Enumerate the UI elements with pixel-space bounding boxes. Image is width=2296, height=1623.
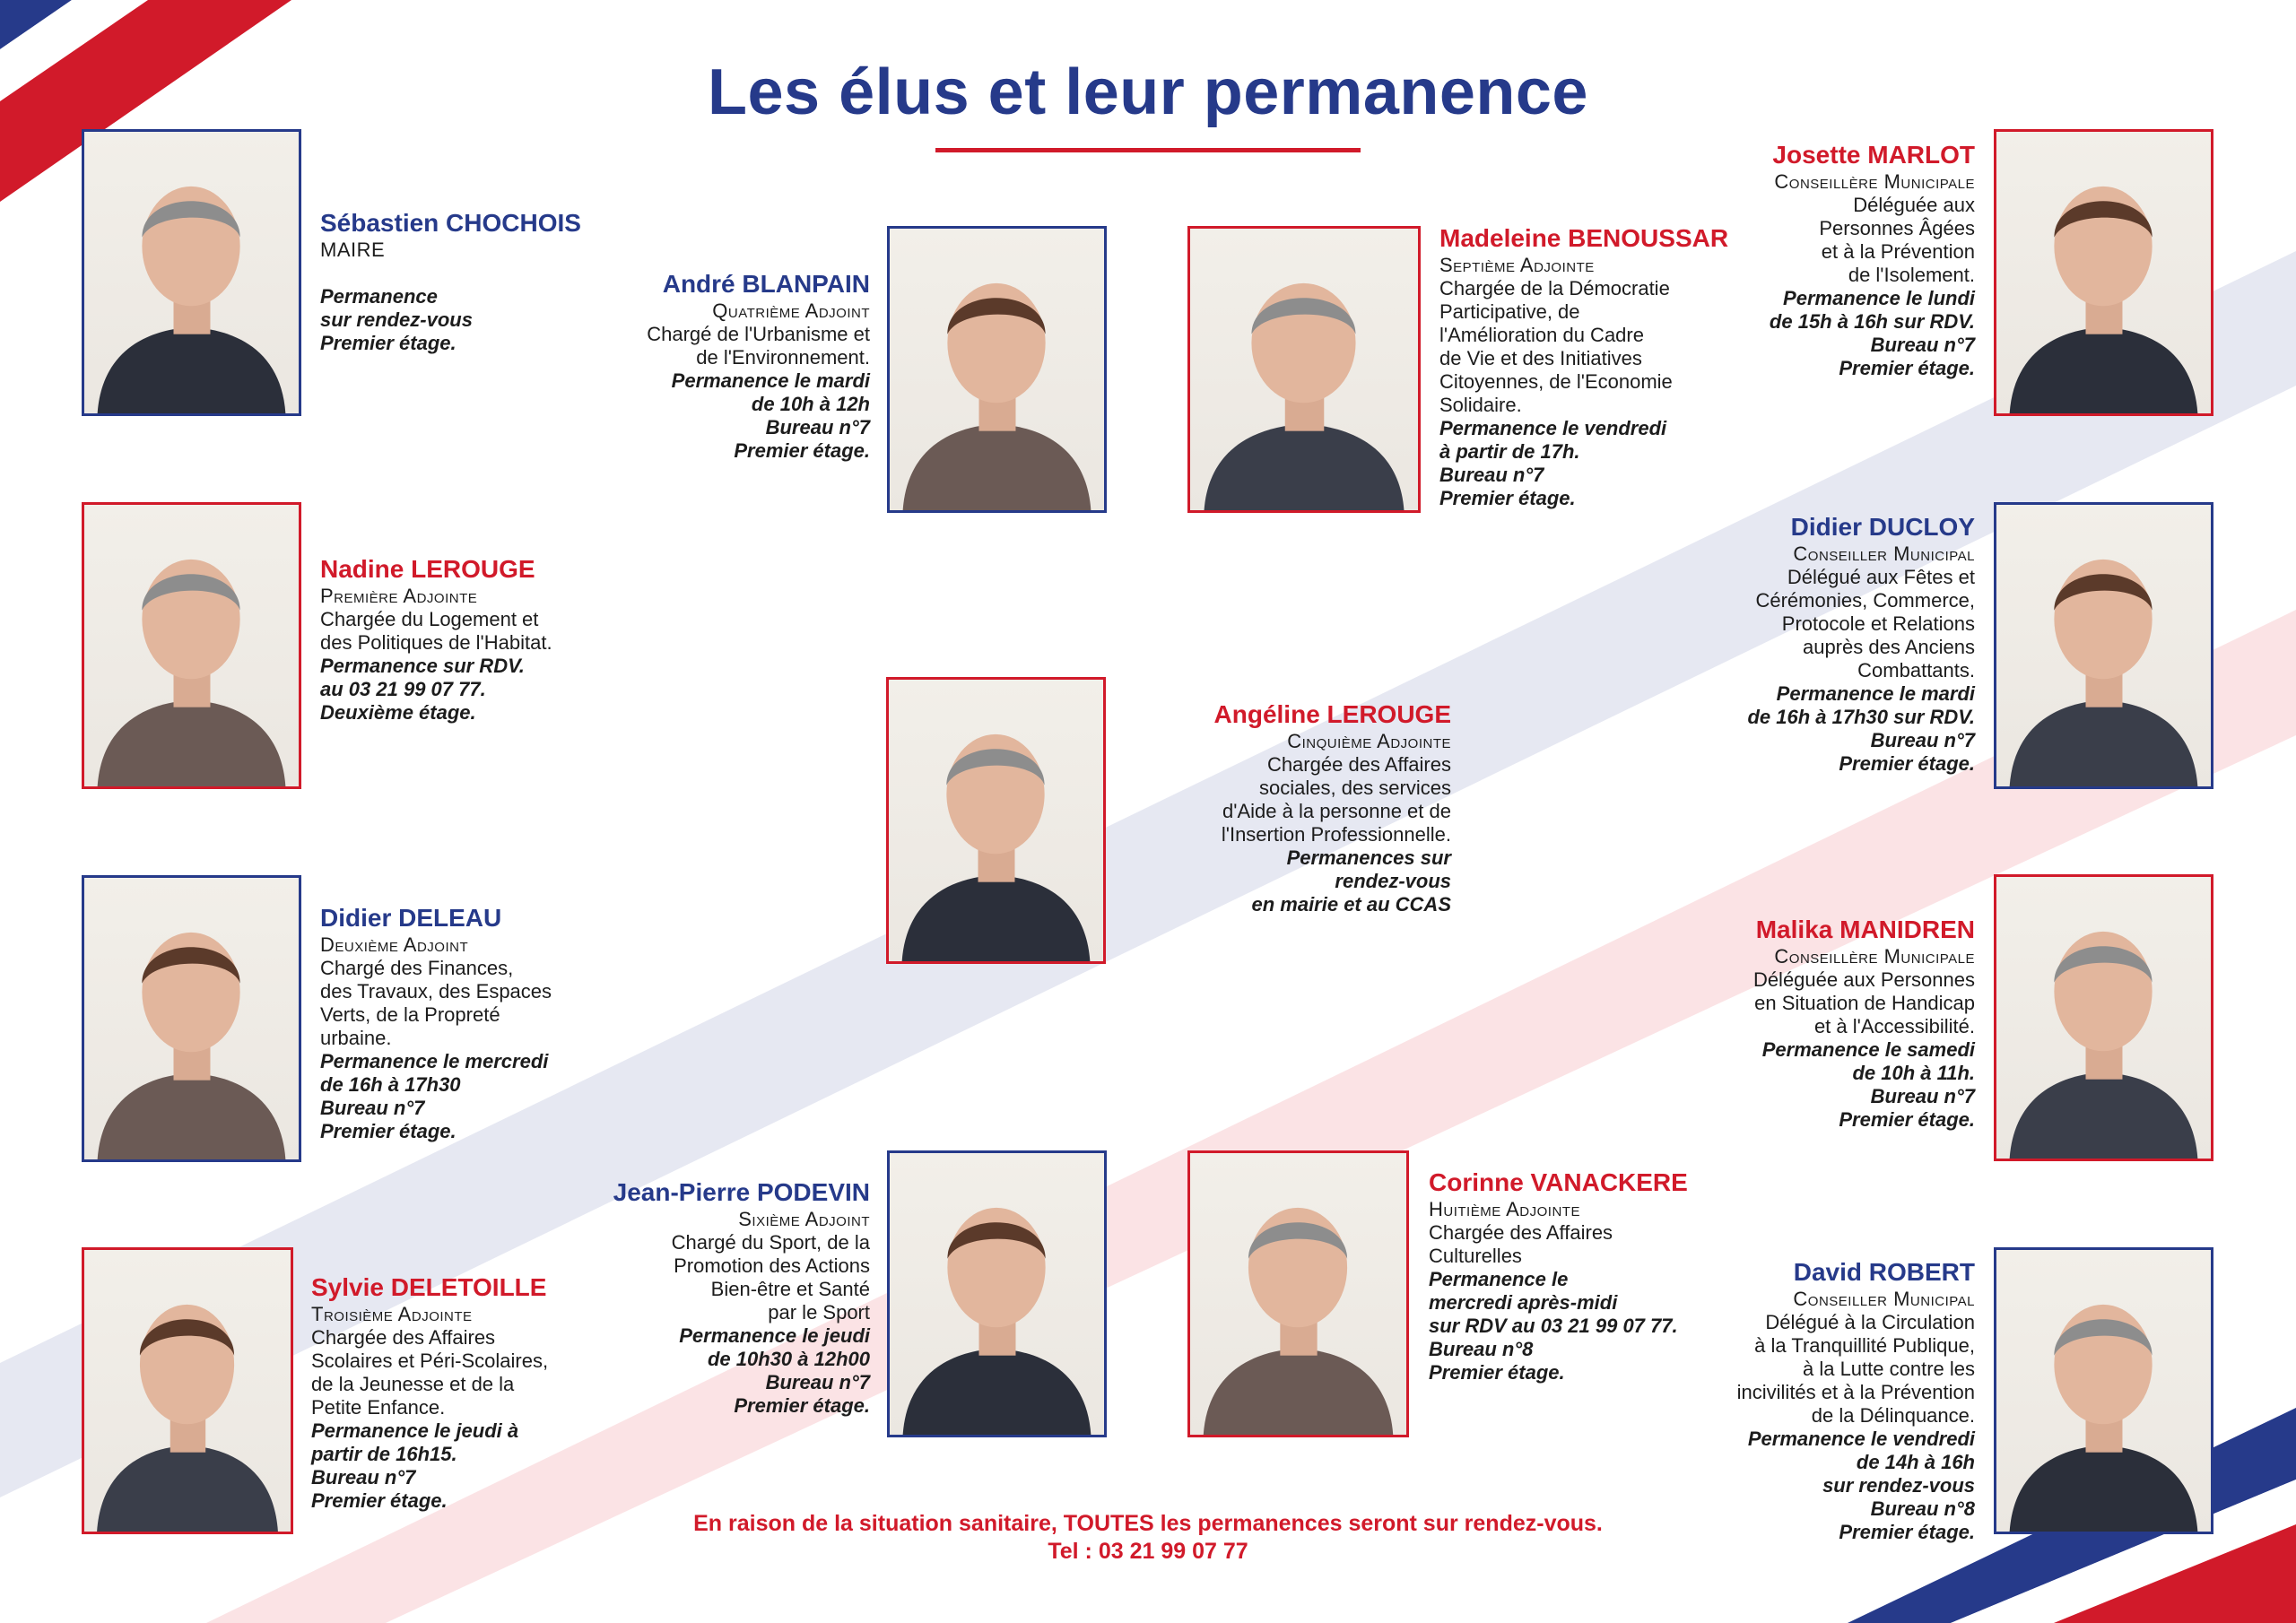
elu-role: MAIRE xyxy=(320,239,386,261)
portrait-photo xyxy=(1994,129,2213,416)
elu-permanence: Permanences sur rendez-vous en mairie et au CCAS xyxy=(1251,846,1451,916)
elu-permanence: Permanence le mardi de 10h à 12h Bureau n°7 Premier étage. xyxy=(671,369,870,462)
portrait-photo xyxy=(887,226,1107,513)
elu-name: Corinne VANACKERE xyxy=(1429,1168,1688,1196)
elu-permanence: Permanence le mercredi de 16h à 17h30 Bureau n°7 Premier étage. xyxy=(320,1050,549,1142)
elu-card xyxy=(320,903,607,1143)
page-title: Les élus et leur permanence xyxy=(708,56,1588,128)
portrait-photo xyxy=(82,502,301,789)
elu-description: Déléguée aux Personnes Âgées et à la Prévention de l'Isolement. xyxy=(1819,194,1975,286)
elu-card xyxy=(1668,915,1975,1132)
elu-name: Jean-Pierre PODEVIN xyxy=(613,1178,870,1206)
elu-description: Chargée des Affaires sociales, des services d'Aide à la personne et de l'Insertion Professionnelle. xyxy=(1221,753,1451,846)
elu-description: Chargée de la Démocratie Participative, de l'Amélioration du Cadre de Vie et des Initiatives Citoyennes, de l'Economie Solidaire. xyxy=(1439,277,1673,416)
elu-card xyxy=(311,1272,607,1513)
elu-name: Sylvie DELETOILLE xyxy=(311,1273,547,1301)
elu-name: Malika MANIDREN xyxy=(1755,916,1975,943)
elu-card xyxy=(320,554,607,725)
person-silhouette-icon xyxy=(84,878,299,1159)
footer-phone: Tel : 03 21 99 07 77 xyxy=(1048,1539,1248,1564)
portrait-photo xyxy=(82,1247,293,1534)
elu-description: Chargée des Affaires Culturelles xyxy=(1429,1221,1613,1267)
elu-description: Déléguée aux Personnes en Situation de Handicap et à l'Accessibilité. xyxy=(1752,968,1975,1037)
elu-name: André BLANPAIN xyxy=(662,270,870,298)
footer-sanitary-notice: En raison de la situation sanitaire, TOUTES les permanences seront sur rendez-vous. xyxy=(693,1511,1603,1536)
person-silhouette-icon xyxy=(84,505,299,786)
elu-name: Didier DUCLOY xyxy=(1790,513,1975,541)
elu-description: Chargé de l'Urbanisme et de l'Environnement. xyxy=(647,323,870,369)
elu-name: Nadine LEROUGE xyxy=(320,555,535,583)
elu-permanence: Permanence sur rendez-vous Premier étage. xyxy=(320,285,473,354)
person-silhouette-icon xyxy=(84,132,299,413)
elu-card xyxy=(1668,512,1975,776)
elu-role: Conseiller Municipal xyxy=(1793,542,1975,565)
elu-name: David ROBERT xyxy=(1793,1258,1975,1286)
person-silhouette-icon xyxy=(1190,229,1418,510)
elu-card xyxy=(1668,1257,1975,1544)
elu-permanence: Permanence le vendredi de 14h à 16h sur rendez-vous Bureau n°8 Premier étage. xyxy=(1747,1428,1975,1543)
elu-role: Sixième Adjoint xyxy=(738,1208,870,1230)
elu-role: Deuxième Adjoint xyxy=(320,933,469,956)
elu-description: Chargé des Finances, des Travaux, des Espaces Verts, de la Propreté urbaine. xyxy=(320,957,552,1049)
elu-card xyxy=(320,208,589,355)
elu-permanence: Permanence le samedi de 10h à 11h. Bureau n°7 Premier étage. xyxy=(1761,1038,1975,1131)
elu-permanence: Permanence le mardi de 16h à 17h30 sur RDV. Bureau n°7 Premier étage. xyxy=(1747,682,1975,775)
person-silhouette-icon xyxy=(890,1153,1104,1435)
portrait-photo xyxy=(887,1150,1107,1437)
person-silhouette-icon xyxy=(1996,877,2211,1159)
portrait-photo xyxy=(82,875,301,1162)
person-silhouette-icon xyxy=(1190,1153,1406,1435)
person-silhouette-icon xyxy=(1996,505,2211,786)
portrait-photo xyxy=(1994,502,2213,789)
elu-permanence: Permanence le jeudi à partir de 16h15. Bureau n°7 Premier étage. xyxy=(311,1419,519,1512)
person-silhouette-icon xyxy=(889,680,1103,961)
elu-card xyxy=(1668,140,1975,380)
person-silhouette-icon xyxy=(1996,1250,2211,1532)
elu-card xyxy=(1166,699,1451,916)
elu-name: Josette MARLOT xyxy=(1772,141,1975,169)
elu-name: Madeleine BENOUSSAR xyxy=(1439,224,1729,252)
elu-description: Chargé du Sport, de la Promotion des Actions Bien-être et Santé par le Sport xyxy=(671,1231,870,1324)
elu-role: Quatrième Adjoint xyxy=(712,299,870,322)
elu-role: Conseiller Municipal xyxy=(1793,1288,1975,1310)
elu-role: Cinquième Adjointe xyxy=(1287,730,1451,752)
elu-role: Conseillère Municipale xyxy=(1774,945,1975,968)
elu-permanence: Permanence le jeudi de 10h30 à 12h00 Bureau n°7 Premier étage. xyxy=(679,1324,870,1417)
portrait-photo xyxy=(1994,1247,2213,1534)
elu-name: Didier DELEAU xyxy=(320,904,502,932)
elu-role: Troisième Adjointe xyxy=(311,1303,473,1325)
elu-permanence: Permanence sur RDV. au 03 21 99 07 77. Deuxième étage. xyxy=(320,655,525,724)
person-silhouette-icon xyxy=(1996,132,2211,413)
elu-role: Septième Adjointe xyxy=(1439,254,1595,276)
elu-permanence: Permanence le lundi de 15h à 16h sur RDV. Bureau n°7 Premier étage. xyxy=(1769,287,1975,379)
footer-notice xyxy=(0,1510,2296,1566)
person-silhouette-icon xyxy=(84,1250,291,1532)
elu-name: Sébastien CHOCHOIS xyxy=(320,209,581,237)
portrait-photo xyxy=(82,129,301,416)
portrait-photo xyxy=(1187,226,1421,513)
elu-description: Délégué à la Circulation à la Tranquillité Publique, à la Lutte contre les incivilités et à la Prévention de la Délinquance. xyxy=(1736,1311,1975,1427)
portrait-photo xyxy=(886,677,1106,964)
elu-role: Huitième Adjointe xyxy=(1429,1198,1580,1220)
elu-card xyxy=(556,269,870,463)
title-underline xyxy=(935,148,1361,152)
person-silhouette-icon xyxy=(890,229,1104,510)
elu-description: Délégué aux Fêtes et Cérémonies, Commerce, Protocole et Relations auprès des Anciens Combattants. xyxy=(1755,566,1975,681)
portrait-photo xyxy=(1187,1150,1409,1437)
elu-description: Chargée des Affaires Scolaires et Péri-Scolaires, de la Jeunesse et de la Petite Enfance. xyxy=(311,1326,549,1419)
elu-description: Chargée du Logement et des Politiques de l'Habitat. xyxy=(320,608,552,654)
elu-role: Première Adjointe xyxy=(320,585,478,607)
elu-permanence: Permanence le vendredi à partir de 17h. Bureau n°7 Premier étage. xyxy=(1439,417,1667,509)
elu-name: Angéline LEROUGE xyxy=(1213,700,1451,728)
elu-role: Conseillère Municipale xyxy=(1774,170,1975,193)
portrait-photo xyxy=(1994,874,2213,1161)
elu-permanence: Permanence le mercredi après-midi sur RDV au 03 21 99 07 77. Bureau n°8 Premier étage. xyxy=(1429,1268,1678,1384)
